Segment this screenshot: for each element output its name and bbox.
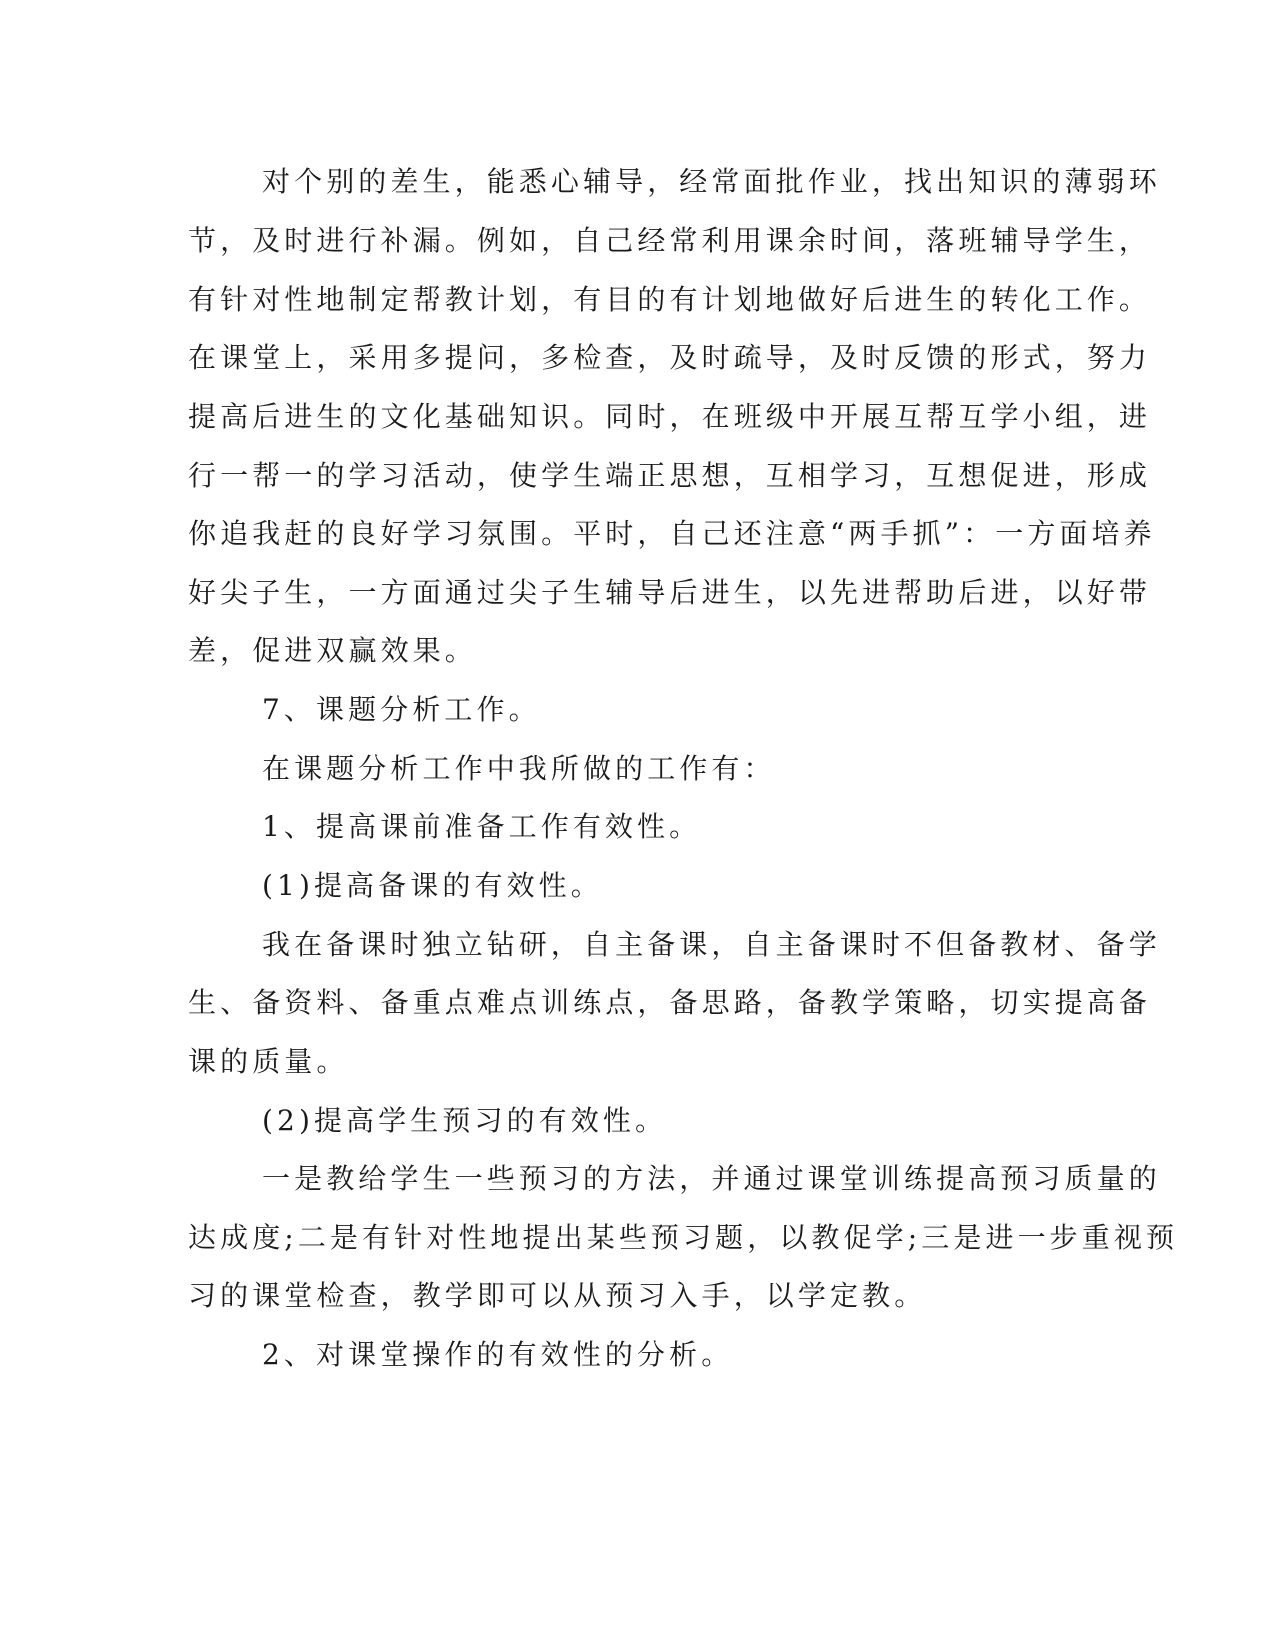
paragraph-line: 你追我赶的良好学习氛围。平时，自己还注意“两手抓”：一方面培养 (188, 517, 1156, 550)
paragraph-line: 行一帮一的学习活动，使学生端正思想，互相学习，互想促进，形成 (188, 459, 1152, 492)
paragraph-line: 在课题分析工作中我所做的工作有： (262, 752, 776, 785)
paragraph-line: 提高后进生的文化基础知识。同时，在班级中开展互帮互学小组，进 (188, 400, 1152, 433)
paragraph-line: 在课堂上，采用多提问，多检查，及时疏导，及时反馈的形式，努力 (188, 341, 1152, 374)
paragraph-line: 一是教给学生一些预习的方法，并通过课堂训练提高预习质量的 (262, 1162, 1161, 1195)
subsection-heading: (2)提高学生预习的有效性。 (262, 1104, 668, 1137)
subsection-heading: 2、对课堂操作的有效性的分析。 (262, 1338, 734, 1371)
subsection-heading: 1、提高课前准备工作有效性。 (262, 810, 702, 843)
paragraph-line: 课的质量。 (188, 1045, 349, 1078)
section-heading: 7、课题分析工作。 (262, 693, 541, 726)
paragraph-line: 习的课堂检查，教学即可以从预习入手，以学定教。 (188, 1279, 927, 1312)
paragraph-line: 有针对性地制定帮教计划，有目的有计划地做好后进生的转化工作。 (188, 283, 1152, 316)
paragraph-line: 达成度;二是有针对性地提出某些预习题，以教促学;三是进一步重视预 (188, 1221, 1179, 1254)
paragraph-line: 节，及时进行补漏。例如，自己经常利用课余时间，落班辅导学生， (188, 224, 1152, 257)
paragraph-line: 差，促进双赢效果。 (188, 634, 477, 667)
subsection-heading: (1)提高备课的有效性。 (262, 869, 603, 902)
paragraph-line: 生、备资料、备重点难点训练点，备思路，备教学策略，切实提高备 (188, 986, 1152, 1019)
paragraph-line: 对个别的差生，能悉心辅导，经常面批作业，找出知识的薄弱环 (262, 165, 1161, 198)
paragraph-line: 我在备课时独立钻研，自主备课，自主备课时不但备教材、备学 (262, 928, 1161, 961)
paragraph-line: 好尖子生，一方面通过尖子生辅导后进生，以先进帮助后进，以好带 (188, 576, 1152, 609)
